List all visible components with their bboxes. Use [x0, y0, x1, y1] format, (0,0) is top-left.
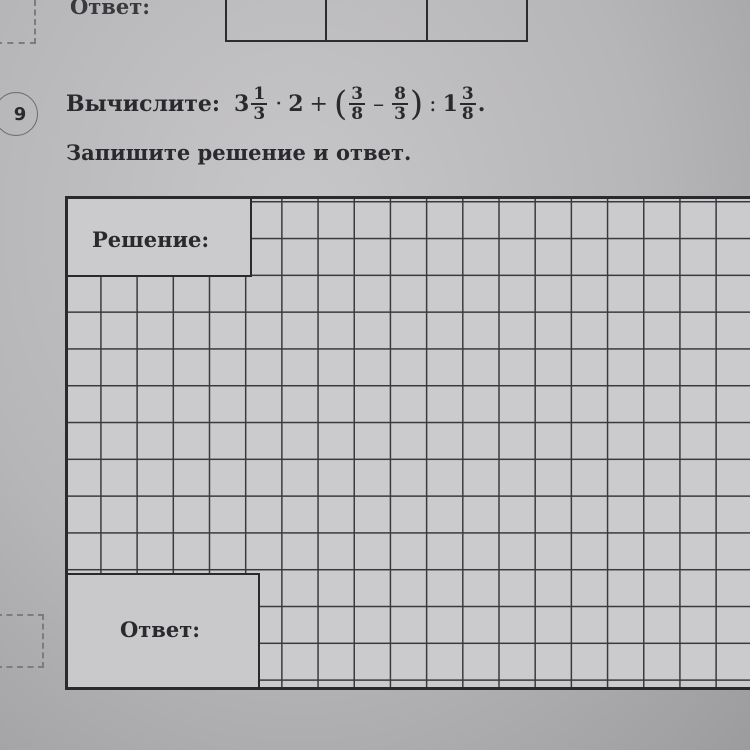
mixed-whole: 1	[442, 91, 458, 117]
denominator: 8	[461, 104, 474, 124]
solution-label: Решение:	[92, 227, 210, 252]
operator: :	[429, 91, 437, 117]
operator: ·	[275, 91, 283, 117]
numerator: 1	[253, 84, 266, 104]
paren: )	[409, 84, 424, 124]
denominator: 3	[253, 104, 266, 124]
answer-cell[interactable]	[227, 0, 327, 40]
fraction	[392, 85, 408, 123]
answer-cell[interactable]	[327, 0, 427, 40]
numerator: 8	[394, 84, 406, 104]
fraction	[460, 85, 476, 123]
period: .	[477, 91, 486, 117]
paren: (	[333, 84, 348, 124]
solution-grid[interactable]	[65, 196, 750, 690]
operator: –	[373, 91, 385, 117]
score-box-top	[0, 0, 36, 44]
task-instruction: Запишите решение и ответ.	[66, 140, 412, 165]
answer-label: Ответ:	[120, 617, 201, 642]
numerator: 3	[461, 84, 474, 104]
previous-answer-table	[225, 0, 528, 42]
fraction	[251, 85, 267, 123]
task-label: Вычислите:	[66, 91, 221, 117]
mixed-whole: 3	[234, 91, 250, 117]
score-box-bottom	[0, 614, 44, 668]
previous-answer-label: Ответ:	[70, 0, 151, 19]
number: 2	[288, 91, 304, 117]
numerator: 3	[351, 84, 364, 104]
operator: +	[309, 91, 328, 117]
answer-cell[interactable]	[428, 0, 526, 40]
task-number-badge: 9	[0, 92, 38, 136]
answer-label-area	[68, 573, 260, 687]
denominator: 8	[351, 104, 364, 124]
fraction	[349, 85, 365, 123]
solution-label-area	[68, 199, 252, 277]
task-statement	[66, 80, 485, 128]
denominator: 3	[394, 104, 406, 124]
